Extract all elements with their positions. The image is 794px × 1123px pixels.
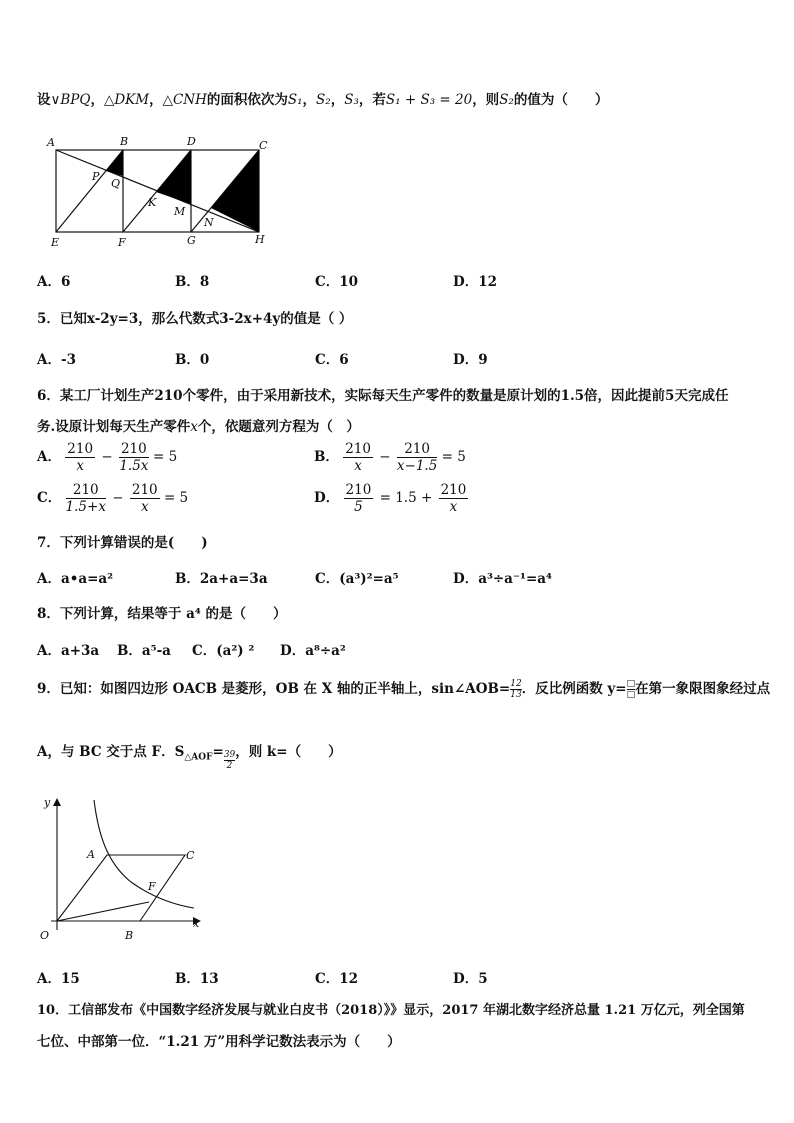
q9-label-a: A [87,848,95,861]
q5-choice-a[interactable]: A．-3 [37,352,76,368]
q7-choice-d[interactable]: D．a³÷a⁻¹=a⁴ [453,571,552,587]
q9-label-y: y [44,796,51,809]
q7-choice-c[interactable]: C．(a³)²=a⁵ [315,571,399,587]
q8-choice-d[interactable]: D．a⁸÷a² [280,643,346,659]
q5-choice-c[interactable]: C．6 [315,352,349,368]
q4-label-e: E [51,236,60,249]
q9-stem-b: ．反比例函数 y= [521,681,627,697]
q9-stem2-a: A，与 BC 交于点 F．S [37,744,185,760]
q6-d-frac1 [344,482,374,515]
q6-d-d1: 5 [354,499,363,515]
q6-a-d2: 1.5x [119,458,149,474]
q6-d-n2: 210 [440,482,467,498]
q7-choice-a[interactable]: A．a•a=a² [37,571,114,587]
q6-d-mid: = 1.5 + [379,490,433,506]
q8-choice-a[interactable]: A．a+3a [37,643,100,659]
q9-stem2-b: ，则 k=（ ） [235,744,342,760]
q9-label-x: x [193,917,200,930]
q5-choice-d[interactable]: D．9 [453,352,488,368]
q4-s3: S₃ [344,92,359,108]
q10-stem-line2: 七位、中部第一位．“1.21 万”用科学记数法表示为（ ） [37,1034,401,1050]
q6-c-frac2 [130,482,160,515]
q9-area-sub: △AOF [184,752,213,763]
q6-b-d1: x [354,458,362,474]
q6-c-rhs: = 5 [163,490,189,506]
q9-func-frac [627,679,636,700]
q6-d-frac2 [439,482,469,515]
q4-label-d: D [187,135,196,148]
q9-choice-a[interactable]: A．15 [37,971,80,987]
q9-stem2-eq: = [212,744,224,760]
q6-b-n1: 210 [345,441,371,457]
q9-area-frac [224,750,235,771]
q4-stem-mid: 的面积依次为 [206,92,288,108]
q4-shaded-cnh [211,150,259,232]
q6-label-d: D． [314,490,340,506]
q6-option-a[interactable] [37,441,177,474]
q4-s1: S₁ [287,92,303,108]
q8-choice-c[interactable]: C．(a²) ² [192,643,255,659]
q9-choice-c[interactable]: C．12 [315,971,359,987]
q4-label-n: N [204,216,214,229]
q6-a-frac2 [119,441,149,474]
q6-option-b[interactable] [314,441,466,474]
q4-condition: S₁ + S₃ = 20 [385,92,473,108]
q9-stem-a: 9．已知：如图四边形 OACB 是菱形，OB 在 X 轴的正半轴上，sin∠AOB= [37,681,511,697]
q5-choice-b[interactable]: B．0 [175,352,210,368]
q9-label-f: F [148,880,156,893]
q6-option-c[interactable] [37,482,188,515]
q6-c-d1: 1.5+x [65,499,106,515]
q8-stem: 8．下列计算，结果等于 a⁴ 的是（ ） [37,606,287,622]
q6-option-d[interactable] [314,482,468,515]
q4-triangle-cnh: △CNH [162,92,207,108]
q9-figure [36,792,206,948]
q6-b-n2: 210 [397,441,437,458]
q6-a-rhs: = 5 [153,449,178,465]
q9-func-n: □ [626,679,636,689]
q6-a-op: − [101,449,113,465]
q9-sin-d: 13 [510,690,522,700]
q4-choice-b[interactable]: B．8 [175,274,210,290]
q4-label-g: G [187,234,196,247]
q6-d-d2: x [449,499,458,515]
q6-a-n2: 210 [120,441,147,457]
q6-c-d2: x [140,499,149,515]
q4-ask-prefix: ，则 [472,92,500,108]
q4-figure [40,132,280,254]
q6-stem-b: 个，依题意列方程为（ ） [197,419,360,435]
q5-stem: 5．已知x-2y=3，那么代数式3-2x+4y的值是（ ） [37,311,353,327]
q6-c-n2: 210 [131,482,158,498]
q6-b-d2: x−1.5 [396,458,438,474]
q6-c-n1: 210 [66,482,106,499]
q6-label-b: B． [314,449,339,465]
q9-choice-d[interactable]: D．5 [453,971,488,987]
q9-choice-b[interactable]: B．13 [175,971,219,987]
q4-s2: S₂ [316,92,331,108]
q6-b-frac2 [397,441,437,474]
q6-stem-line2 [37,415,360,435]
q4-label-p: P [92,170,100,183]
q9-label-o: O [40,929,50,942]
q9-sin-frac [510,679,521,700]
q6-a-n1: 210 [67,441,94,457]
q4-choice-c[interactable]: C．10 [315,274,359,290]
q7-choice-b[interactable]: B．2a+a=3a [175,571,268,587]
q4-cond-prefix: ，若 [358,92,386,108]
q4-label-a: A [47,136,55,149]
q4-shaded-dkm [156,150,191,204]
q4-label-c: C [259,139,268,152]
q6-b-rhs: = 5 [441,449,466,465]
q9-stem-line2 [37,740,342,771]
q6-b-frac1 [343,441,373,474]
q4-ask-suffix: 的值为（ ） [513,92,609,108]
q6-a-frac1 [65,441,95,474]
q6-d-n1: 210 [345,482,372,498]
q9-area-n: 39 [223,750,236,760]
q8-choice-b[interactable]: B．a⁵-a [117,643,171,659]
q4-shaded-bpq [106,150,123,176]
q4-ask-var: S₂ [499,92,514,108]
q9-area-d: 2 [226,761,233,771]
q6-label-c: C． [37,490,62,506]
q4-stem: 设∨BPQ，△DKM，△CNH的面积依次为S₁，S₂，S₃，若S₁ + S₃ = 20，则S₂的值为（ ） [37,92,609,108]
q6-b-op: − [379,449,391,465]
q4-label-f: F [118,236,126,249]
q4-label-b: B [120,135,129,148]
q6-stem-a: 务.设原计划每天生产零件 [37,419,191,435]
q6-c-op: − [112,490,124,506]
q9-stem-c: 在第一象限图象经过点 [635,681,771,697]
q4-choice-a[interactable]: A．6 [37,274,71,290]
q4-label-q: Q [111,177,121,190]
q4-label-k: K [148,196,157,209]
q4-label-h: H [255,233,265,246]
q9-stem-line1 [37,677,770,700]
q6-a-d1: x [76,458,84,474]
q4-stem-prefix: 设 [37,92,51,108]
q6-c-frac1 [66,482,106,515]
q4-triangle-bpq: ∨BPQ [50,92,91,108]
q9-func-d: □ [626,690,636,700]
q9-label-b: B [125,929,134,942]
q4-triangle-dkm: △DKM [103,92,150,108]
q4-label-m: M [174,205,186,218]
q4-choice-d[interactable]: D．12 [453,274,497,290]
q6-label-a: A． [37,449,61,465]
q6-var-x: x [190,419,198,435]
q6-stem-line1: 6．某工厂计划生产210个零件，由于采用新技术，实际每天生产零件的数量是原计划的1.5倍，因此提前5天完成任 [37,388,729,404]
q7-stem: 7．下列计算错误的是( ) [37,535,208,551]
q9-sin-n: 12 [510,679,522,689]
q9-label-c: C [186,849,195,862]
q10-stem-line1: 10．工信部发布《中国数字经济发展与就业白皮书（2018）》》显示，2017 年湖北数字经济总量 1.21 万亿元，列全国第 [37,1003,745,1018]
